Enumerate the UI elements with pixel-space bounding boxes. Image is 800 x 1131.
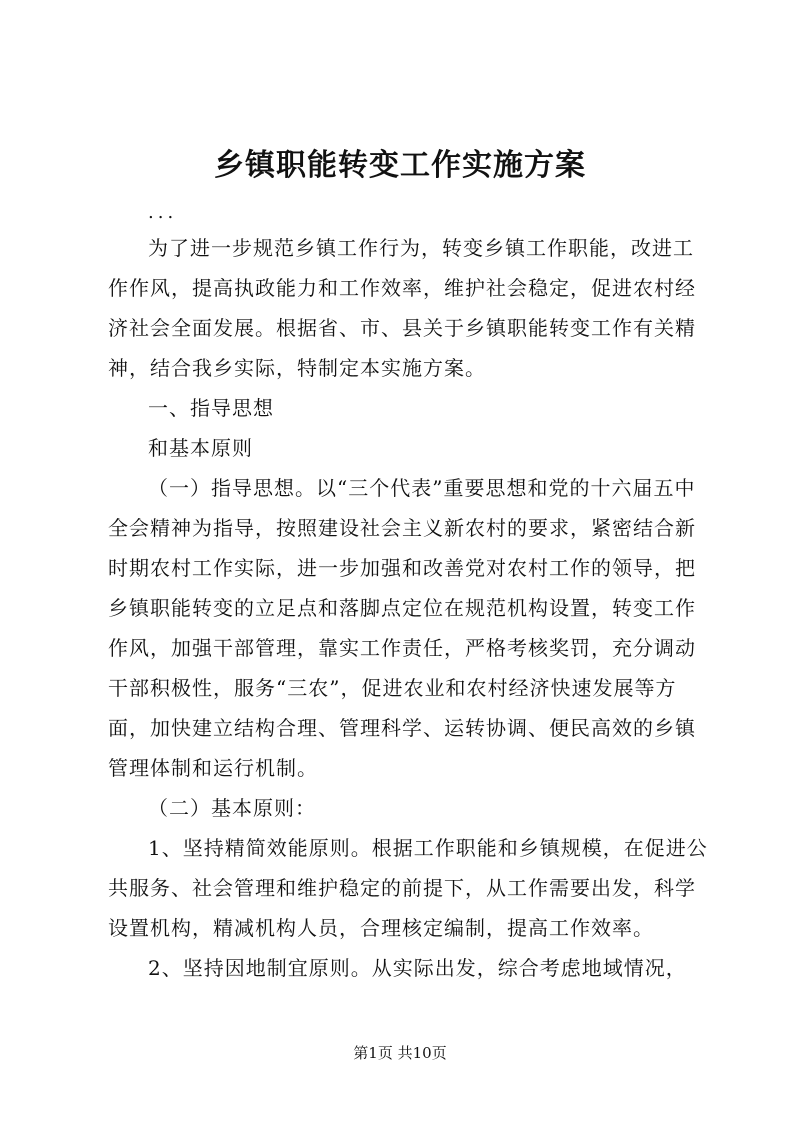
paragraph-intro: 为了进一步规范乡镇工作行为，转变乡镇工作职能，改进工作作风，提高执政能力和工作效率，维护社会稳定，促进农村经济社会全面发展。根据省、市、县关于乡镇职能转变工作有关精神，结合我乡实际，特制定本实施方案。 xyxy=(108,236,696,380)
page-number-footer: 第1页 共10页 xyxy=(353,1044,447,1062)
subheading-basic-principles: （二）基本原则： xyxy=(148,796,316,820)
paragraph-principle-1: 1、坚持精简效能原则。根据工作职能和乡镇规模，在促进公共服务、社会管理和维护稳定的前提下，从工作需要出发，科学设置机构，精减机构人员，合理核定编制，提高工作效率。 xyxy=(108,836,708,940)
paragraph-principle-2: 2、坚持因地制宜原则。从实际出发，综合考虑地域情况， xyxy=(148,956,687,980)
document-title: 乡镇职能转变工作实施方案 xyxy=(214,148,586,183)
heading-basic-principles: 和基本原则 xyxy=(148,436,253,460)
heading-guiding-thought: 一、指导思想 xyxy=(148,396,274,420)
document-body xyxy=(108,228,708,988)
paragraph-guiding-thought: （一）指导思想。以“三个代表”重要思想和党的十六届五中全会精神为指导，按照建设社会主义新农村的要求，紧密结合新时期农村工作实际，进一步加强和改善党对农村工作的领导，把乡镇职能转变的立足点和落脚点定位在规范机构设置，转变工作作风，加强干部管理，靠实工作责任，严格考核奖罚，充分调动干部积极性，服务“三农”，促进农业和农村经济快速发展等方面，加快建立结构合理、管理科学、运转协调、便民高效的乡镇管理体制和运行机制。 xyxy=(108,476,696,780)
ellipsis-marker: ... xyxy=(148,202,178,223)
